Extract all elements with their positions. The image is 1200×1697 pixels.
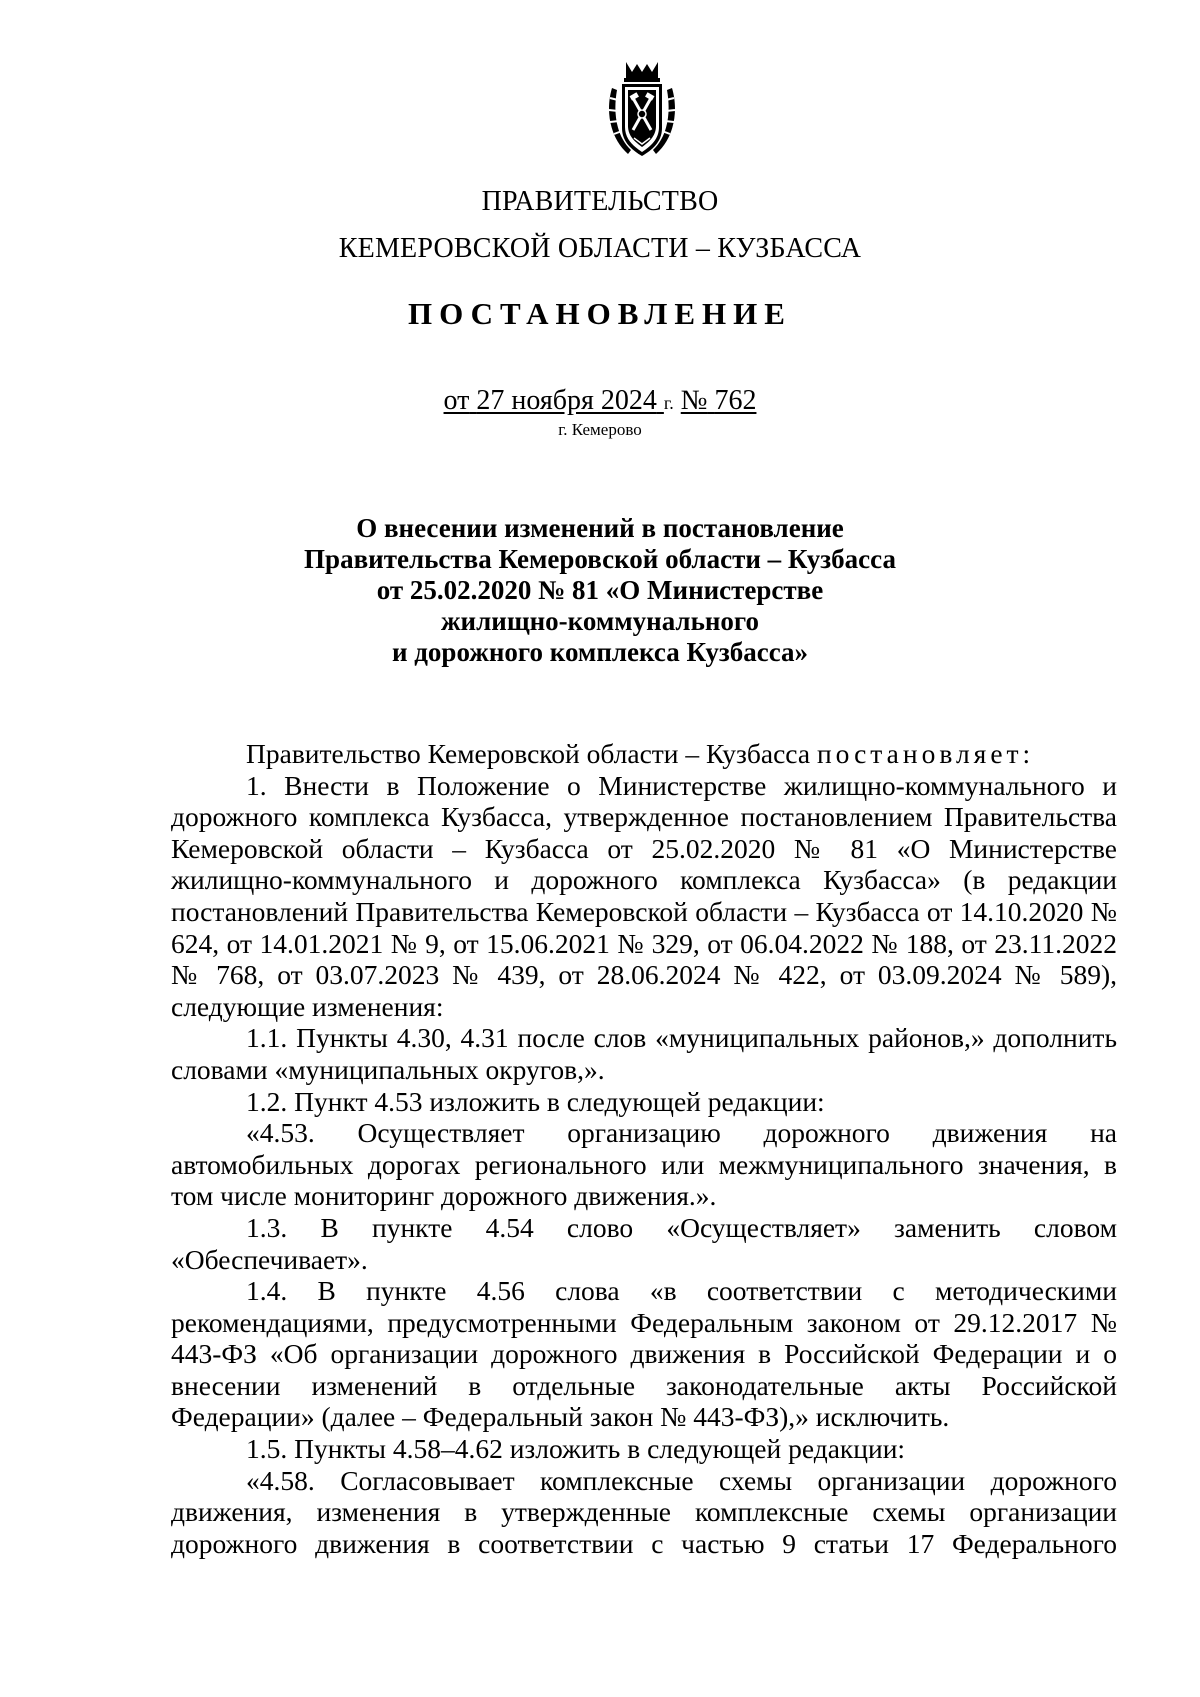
paragraph-1-5-quote: «4.58. Согласовывает комплексные схемы организации дорожного движения, изменения в утвержденные комплексные схемы организации дорожного движения в соответствии с частью 9 статьи 17 Федерального	[171, 1464, 1117, 1559]
government-name-line1: ПРАВИТЕЛЬСТВО	[481, 186, 719, 217]
subject-line: от 25.02.2020 № 81 «О Министерстве	[376, 575, 824, 605]
intro-spaced-verb: постановляет:	[816, 738, 1035, 769]
paragraph-1-2: 1.2. Пункт 4.53 изложить в следующей редакции:	[246, 1085, 825, 1117]
paragraph-1-4: 1.4. В пункте 4.56 слова «в соответствии с методическими рекомендациями, предусмотренными Федеральным законом от 29.12.2017 № 443-ФЗ «Об организации дорожного движения в Российской Федерации и о внесении изменений в отдельные законодательные акты Российской Федерации» (далее – Федеральный закон № 443-ФЗ),» исключить.	[171, 1275, 1117, 1433]
date-prefix: от	[443, 385, 470, 416]
subject-line: и дорожного комплекса Кузбасса»	[391, 637, 809, 667]
paragraph-1-1: 1.1. Пункты 4.30, 4.31 после слов «муниципальных районов,» дополнить словами «муниципальных округов,».	[171, 1022, 1117, 1085]
paragraph-1-5: 1.5. Пункты 4.58–4.62 изложить в следующей редакции:	[246, 1433, 906, 1465]
paragraph-1-3: 1.3. В пункте 4.54 слово «Осуществляет» заменить словом «Обеспечивает».	[171, 1211, 1117, 1275]
paragraph-1: 1. Внести в Положение о Министерстве жилищно-коммунального и дорожного комплекса Кузбасса, утвержденное постановлением Правительства Кемеровской области – Кузбасса от 25.02.2020 № 81 «О Министерстве жилищно-коммунального и дорожного комплекса Кузбасса» (в редакции постановлений Правительства Кемеровской области – Кузбасса от 14.10.2020 № 624, от 14.01.2021 № 9, от 15.06.2021 № 329, от 06.04.2022 № 188, от 23.11.2022 № 768, от 03.07.2023 № 439, от 28.06.2024 № 422, от 03.09.2024 № 589), следующие изменения:	[171, 769, 1117, 1022]
document-subject	[0, 513, 1200, 668]
date-value: 27 ноября 2024	[476, 385, 657, 416]
subject-line: О внесении изменений в постановление	[356, 513, 844, 543]
paragraph-1-2-quote: «4.53. Осуществляет организацию дорожного движения на автомобильных дорогах регионального или межмуниципального значения, в том числе мониторинг дорожного движения.».	[171, 1117, 1117, 1212]
document-date-number	[0, 385, 1200, 419]
city-name: г. Кемерово	[558, 420, 642, 439]
document-type-title: ПОСТАНОВЛЕНИЕ	[408, 296, 792, 331]
body-intro-paragraph	[171, 738, 1117, 770]
government-name-line2: КЕМЕРОВСКОЙ ОБЛАСТИ – КУЗБАССА	[338, 233, 862, 264]
subject-line: Правительства Кемеровской области – Кузбасса	[304, 544, 896, 574]
number-sign: №	[680, 385, 708, 416]
document-number: 762	[714, 385, 757, 416]
intro-text: Правительство Кемеровской области – Кузбасса	[246, 738, 811, 769]
subject-line: жилищно-коммунального	[440, 606, 759, 636]
document-body	[171, 738, 1117, 1559]
kuzbass-coat-of-arms-icon	[604, 58, 680, 161]
date-year-suffix: г.	[663, 393, 674, 413]
date-underlined	[444, 385, 664, 416]
number-underlined	[681, 385, 757, 416]
